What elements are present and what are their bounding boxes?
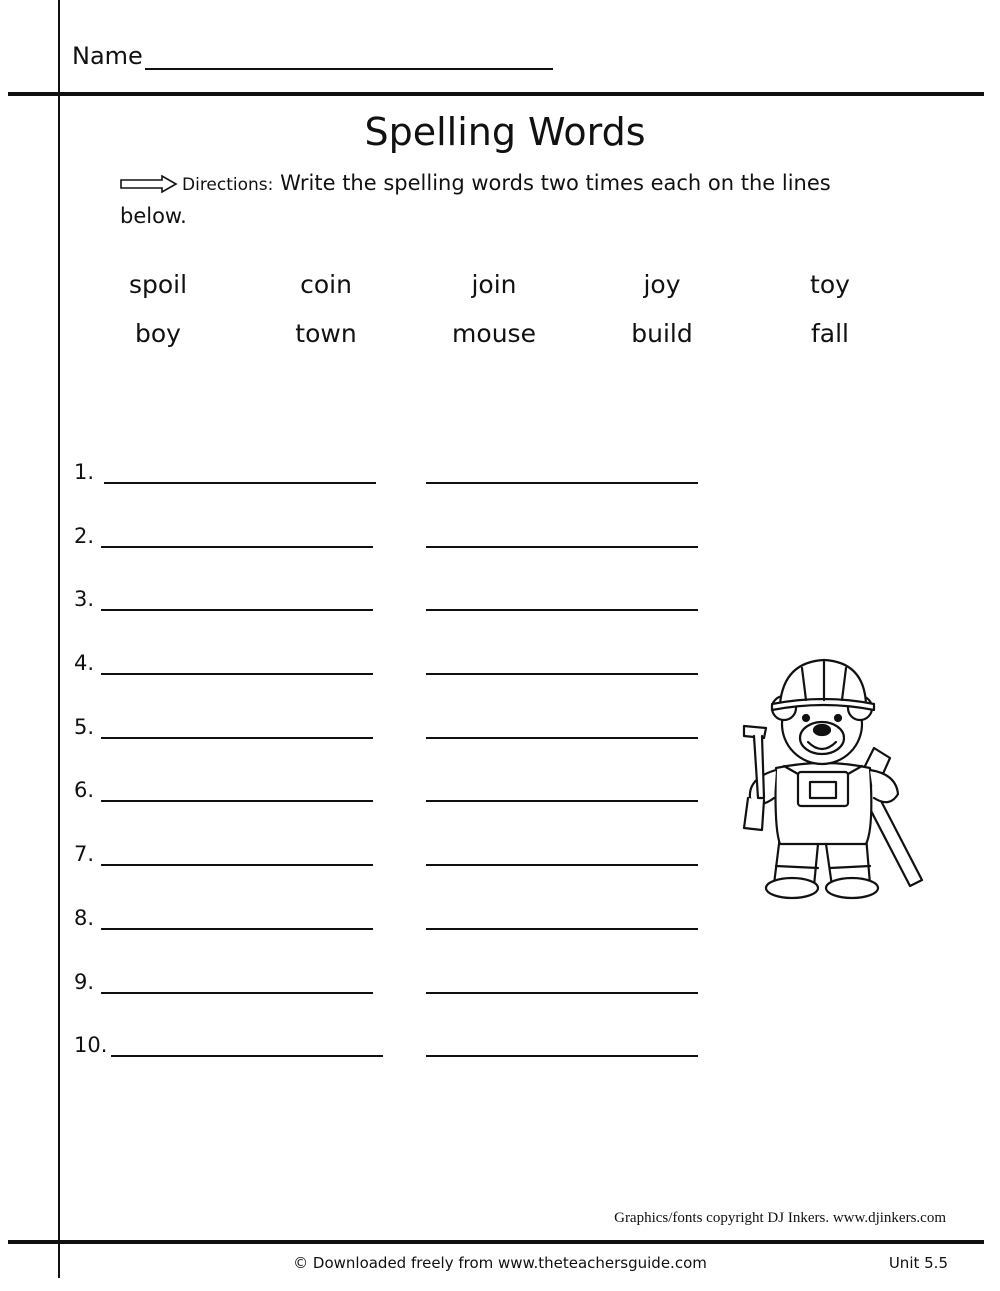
second-write-line[interactable] [426,800,698,802]
first-write-line[interactable] [104,482,376,484]
first-write-line[interactable] [101,864,373,866]
header-rule [8,92,984,96]
second-write-line[interactable] [426,864,698,866]
first-write-line[interactable] [101,928,373,930]
directions [120,168,860,232]
first-write-line[interactable] [101,546,373,548]
spelling-word: fall [810,319,849,348]
row-number: 1. [74,460,95,484]
first-write-line[interactable] [101,992,373,994]
directions-label: Directions: [182,175,274,195]
second-write-line[interactable] [426,992,698,994]
word-row-2 [74,319,914,368]
second-write-line[interactable] [426,482,698,484]
spelling-word: town [295,319,357,348]
spelling-word: spoil [128,270,188,299]
spelling-word: joy [643,270,681,299]
first-write-line[interactable] [101,800,373,802]
first-write-line[interactable] [101,673,373,675]
spelling-word: toy [810,270,850,299]
footer-rule [8,1240,984,1244]
download-note: © Downloaded freely from www.theteachersguide.com [293,1254,707,1272]
spelling-word: coin [300,270,352,299]
directions-text: Write the spelling words two times each on the lines below. [120,171,831,228]
word-list [74,270,914,368]
row-number: 5. [74,714,95,739]
second-write-line[interactable] [426,928,698,930]
spelling-word: mouse [452,319,536,348]
second-write-line[interactable] [426,546,698,548]
unit-label: Unit 5.5 [888,1254,948,1272]
word-row-1 [74,270,914,319]
name-input-line[interactable] [145,42,553,70]
spelling-word: join [471,270,517,299]
row-number: 9. [74,969,95,994]
spelling-word: build [631,319,693,348]
row-number: 7. [74,842,95,867]
row-number: 8. [74,905,95,930]
first-write-line[interactable] [111,1055,383,1057]
row-number: 2. [74,523,95,548]
left-margin-rule [58,0,60,1278]
second-write-line[interactable] [426,609,698,611]
name-row [72,42,553,70]
name-label: Name [72,42,143,70]
bear-builder-illustration [714,648,952,904]
arrow-right-icon [120,175,178,193]
second-write-line[interactable] [426,737,698,739]
second-write-line[interactable] [426,1055,698,1057]
row-number: 6. [74,778,95,803]
copyright-note: Graphics/fonts copyright DJ Inkers. www.djinkers.com [614,1210,946,1226]
spelling-word: boy [135,319,181,348]
first-write-line[interactable] [101,609,373,611]
page-title: Spelling Words [364,110,646,154]
row-number: 10. [74,1033,108,1058]
row-number: 4. [74,651,95,676]
row-number: 3. [74,587,95,612]
first-write-line[interactable] [101,737,373,739]
second-write-line[interactable] [426,673,698,675]
